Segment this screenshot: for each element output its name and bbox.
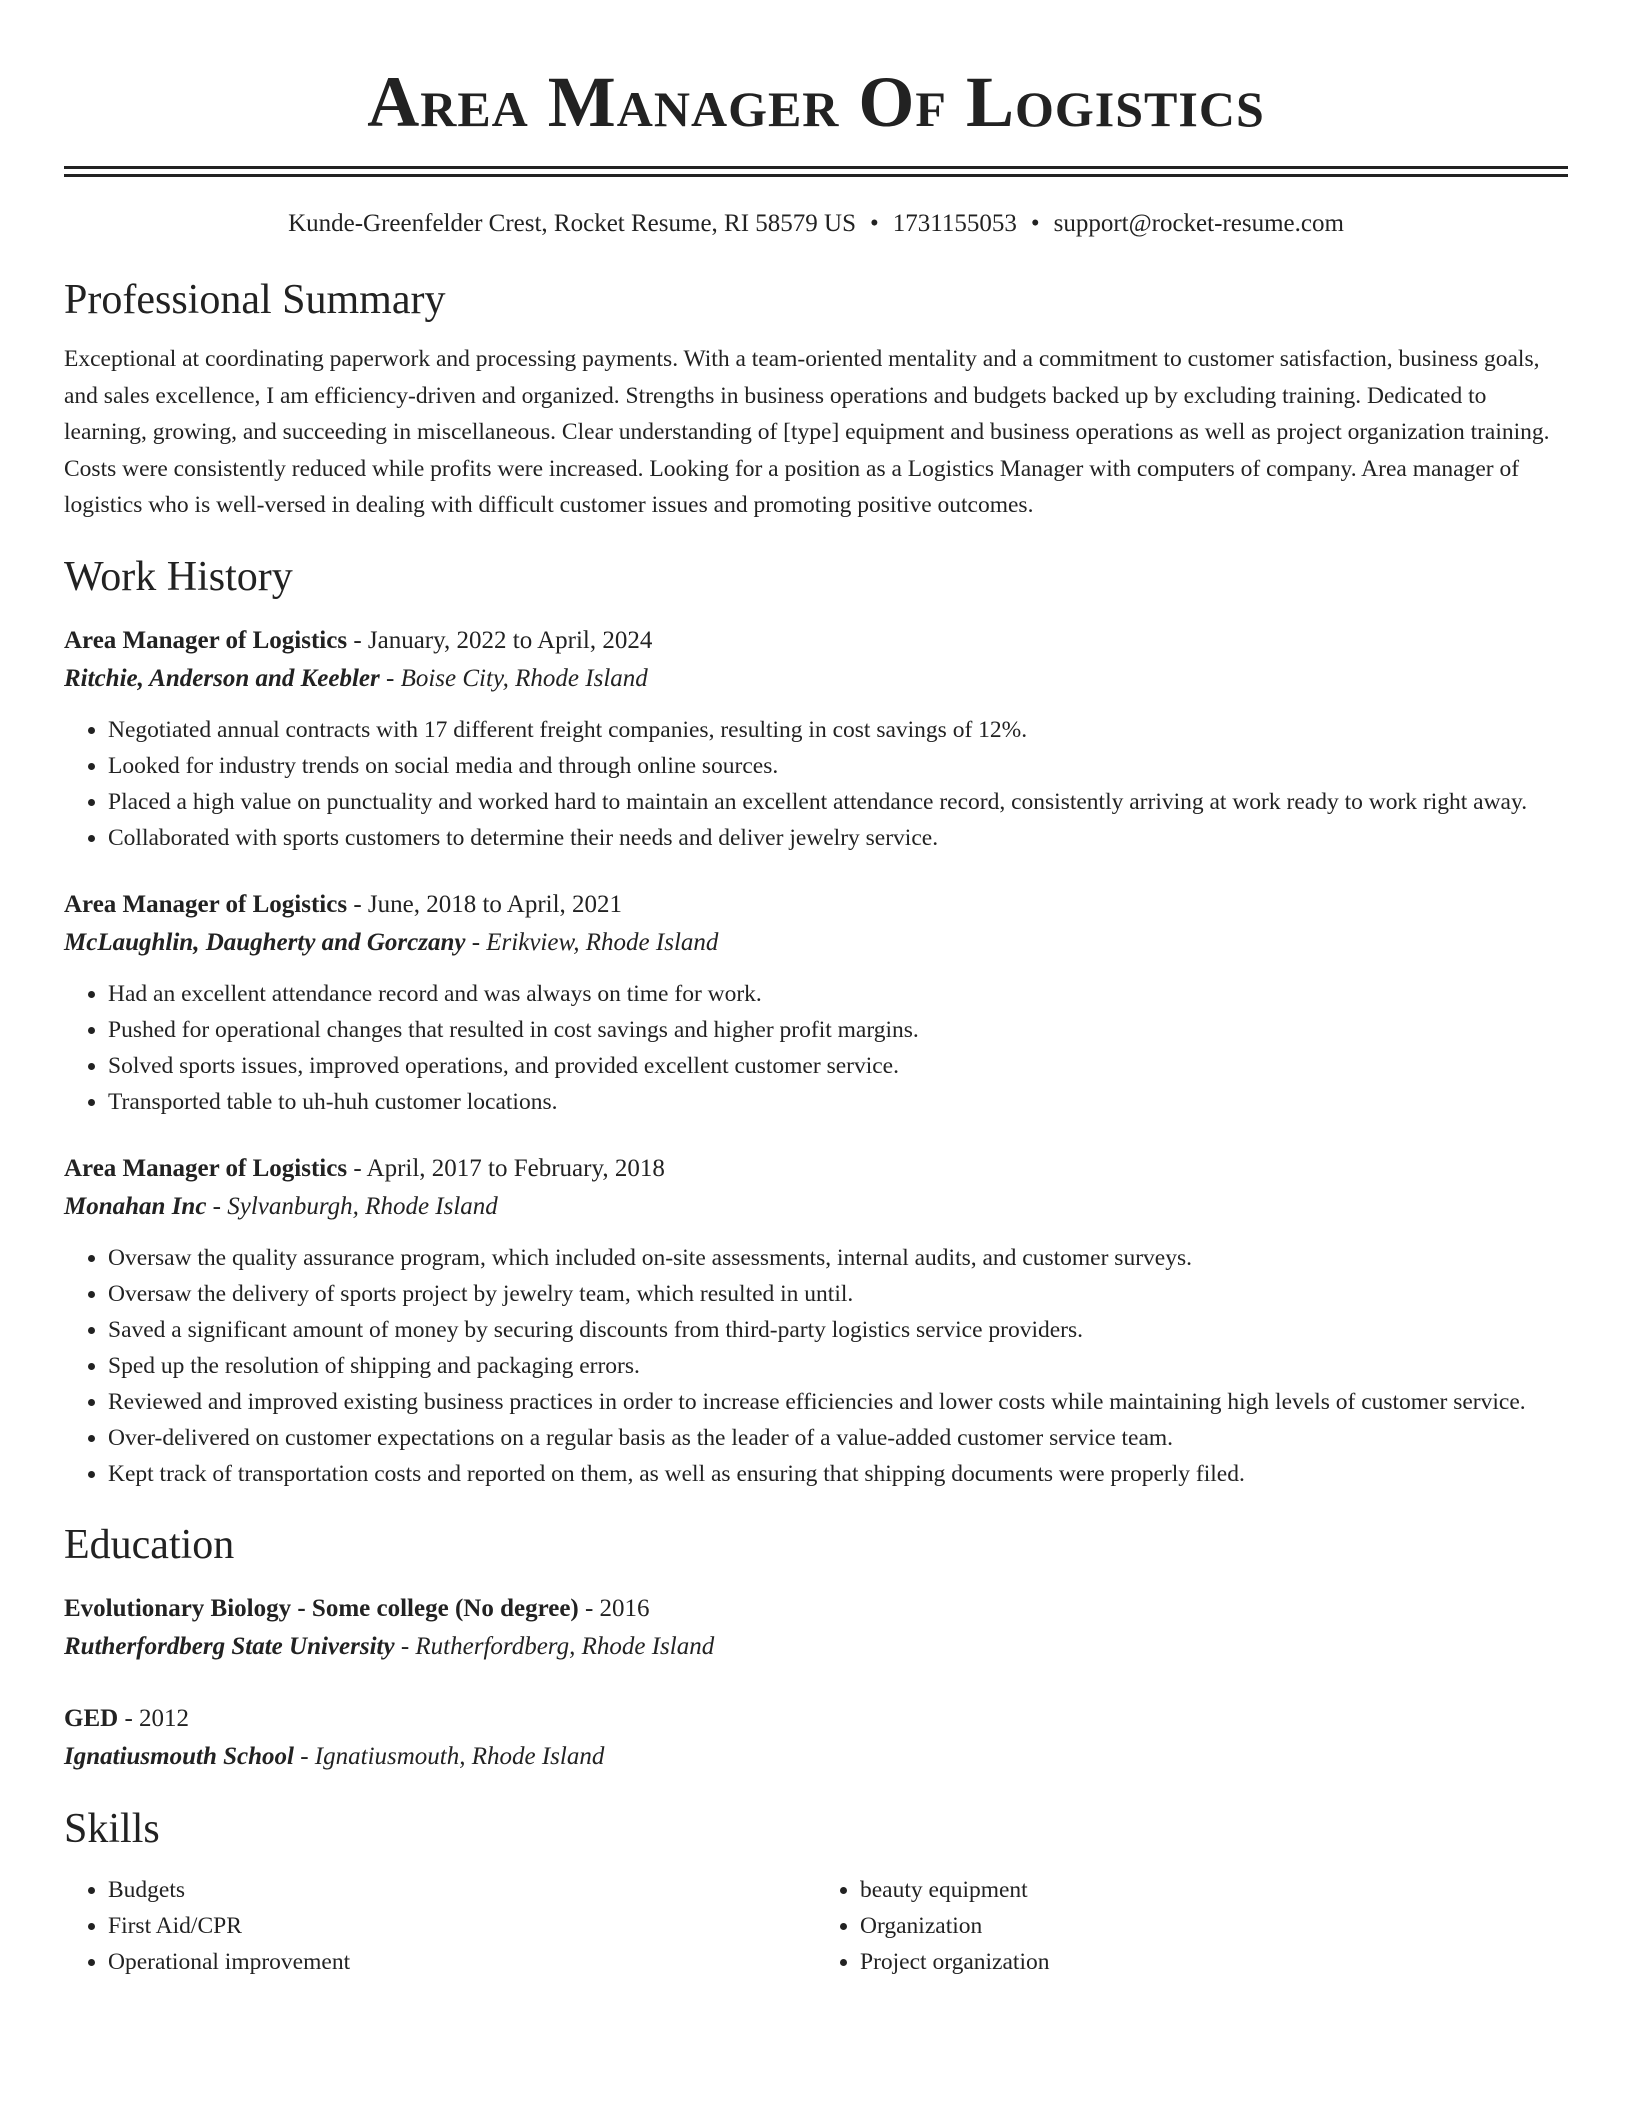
job-dates: - June, 2018 to April, 2021: [347, 890, 623, 918]
skills-columns: [64, 1872, 1568, 1980]
job-title-line: [64, 886, 1568, 924]
list-item: • Operational improvement: [108, 1944, 816, 1980]
work-history-heading: Work History: [64, 553, 293, 600]
list-item: • Oversaw the delivery of sports project by jewelry team, which resulted in until.: [108, 1276, 1568, 1312]
contact-separator: •: [1030, 210, 1040, 237]
job-entry: [64, 1150, 1568, 1492]
job-location: - Sylvanburgh, Rhode Island: [206, 1192, 498, 1220]
skills-left-column: [64, 1872, 816, 1980]
title-double-rule: [64, 166, 1568, 177]
list-item: • Kept track of transportation costs and reported on them, as well as ensuring that shipping documents were properly filed.: [108, 1456, 1568, 1492]
list-item: • Sped up the resolution of shipping and packaging errors.: [108, 1348, 1568, 1384]
job-title: Area Manager of Logistics: [64, 1154, 348, 1182]
skills-heading: Skills: [64, 1805, 160, 1852]
contact-separator: •: [870, 210, 879, 237]
job-bullets: [64, 712, 1568, 856]
job-location: - Boise City, Rhode Island: [379, 664, 648, 692]
job-dates: - April, 2017 to February, 2018: [347, 1154, 665, 1182]
education-year: - 2016: [578, 1594, 650, 1622]
job-entry: [64, 622, 1568, 856]
job-bullets: [64, 976, 1568, 1120]
education-degree-line: [64, 1590, 1568, 1628]
list-item: • Organization: [860, 1908, 1568, 1944]
list-item: • beauty equipment: [860, 1872, 1568, 1908]
summary-heading: Professional Summary: [64, 277, 446, 323]
list-item: • Oversaw the quality assurance program, which included on-site assessments, internal audits, and customer surveys.: [108, 1240, 1568, 1276]
list-item: • Looked for industry trends on social media and through online sources.: [108, 748, 1568, 784]
list-item: • Reviewed and improved existing business practices in order to increase efficiencies and lower costs while maintaining high levels of customer service.: [108, 1384, 1568, 1420]
list-item: • Saved a significant amount of money by securing discounts from third-party logistics service providers.: [108, 1312, 1568, 1348]
list-item: • Had an excellent attendance record and was always on time for work.: [108, 976, 1568, 1012]
list-item: • Placed a high value on punctuality and worked hard to maintain an excellent attendance record, consistently arriving at work ready to work right away.: [108, 784, 1568, 820]
list-item: • Budgets: [108, 1872, 816, 1908]
job-company-line: [64, 1188, 1568, 1226]
education-school: Rutherfordberg State University: [64, 1632, 395, 1660]
education-school: Ignatiusmouth School: [64, 1742, 294, 1770]
job-bullets: [64, 1240, 1568, 1492]
resume-title: Area Manager Of Logistics: [367, 62, 1265, 142]
job-title: Area Manager of Logistics: [64, 626, 348, 654]
summary-text: Exceptional at coordinating paperwork and processing payments. With a team-oriented mentality and a commitment to customer satisfaction, business goals, and sales excellence, I am efficiency-driven and organized. Strengths in business operations and budgets backed up by excluding training. Dedicated to learning, growing, and succeeding in miscellaneous. Clear understanding of [type] equipment and business operations as well as project organization training. Costs were consistently reduced while profits were increased. Looking for a position as a Logistics Manager with computers of company. Area manager of logistics who is well-versed in dealing with difficult customer issues and promoting positive outcomes.: [64, 346, 1550, 518]
list-item: • Solved sports issues, improved operations, and provided excellent customer service.: [108, 1048, 1568, 1084]
job-company: Monahan Inc: [64, 1192, 207, 1220]
education-degree: GED: [64, 1704, 119, 1732]
education-entry: [64, 1700, 1568, 1776]
list-item: • Transported table to uh-huh customer locations.: [108, 1084, 1568, 1120]
job-location: - Erikview, Rhode Island: [465, 928, 719, 956]
job-company: Ritchie, Anderson and Keebler: [64, 664, 380, 692]
contact-email: support@rocket-resume.com: [1053, 210, 1344, 237]
list-item: • First Aid/CPR: [108, 1908, 816, 1944]
job-title-line: [64, 1150, 1568, 1188]
contact-address: Kunde-Greenfelder Crest, Rocket Resume, RI 58579 US: [288, 210, 856, 237]
education-heading: Education: [64, 1521, 235, 1568]
job-dates: - January, 2022 to April, 2024: [347, 626, 653, 654]
list-item: • Over-delivered on customer expectations on a regular basis as the leader of a value-added customer service team.: [108, 1420, 1568, 1456]
education-school-line: [64, 1628, 1568, 1666]
list-item: • Collaborated with sports customers to determine their needs and deliver jewelry service.: [108, 820, 1568, 856]
education-degree: Evolutionary Biology - Some college (No degree): [64, 1594, 579, 1622]
education-school-line: [64, 1738, 1568, 1776]
education-year: - 2012: [118, 1704, 190, 1732]
list-item: • Pushed for operational changes that resulted in cost savings and higher profit margins.: [108, 1012, 1568, 1048]
contact-phone: 1731155053: [892, 210, 1017, 237]
skills-right-column: [816, 1872, 1568, 1980]
education-degree-line: [64, 1700, 1568, 1738]
education-location: - Ignatiusmouth, Rhode Island: [293, 1742, 605, 1770]
job-title: Area Manager of Logistics: [64, 890, 348, 918]
list-item: • Project organization: [860, 1944, 1568, 1980]
job-entry: [64, 886, 1568, 1120]
contact-line: [64, 207, 1568, 241]
list-item: • Negotiated annual contracts with 17 different freight companies, resulting in cost savings of 12%.: [108, 712, 1568, 748]
job-company-line: [64, 924, 1568, 962]
education-entry: [64, 1590, 1568, 1666]
job-company-line: [64, 660, 1568, 698]
education-location: - Rutherfordberg, Rhode Island: [394, 1632, 715, 1660]
job-company: McLaughlin, Daugherty and Gorczany: [64, 928, 466, 956]
job-title-line: [64, 622, 1568, 660]
